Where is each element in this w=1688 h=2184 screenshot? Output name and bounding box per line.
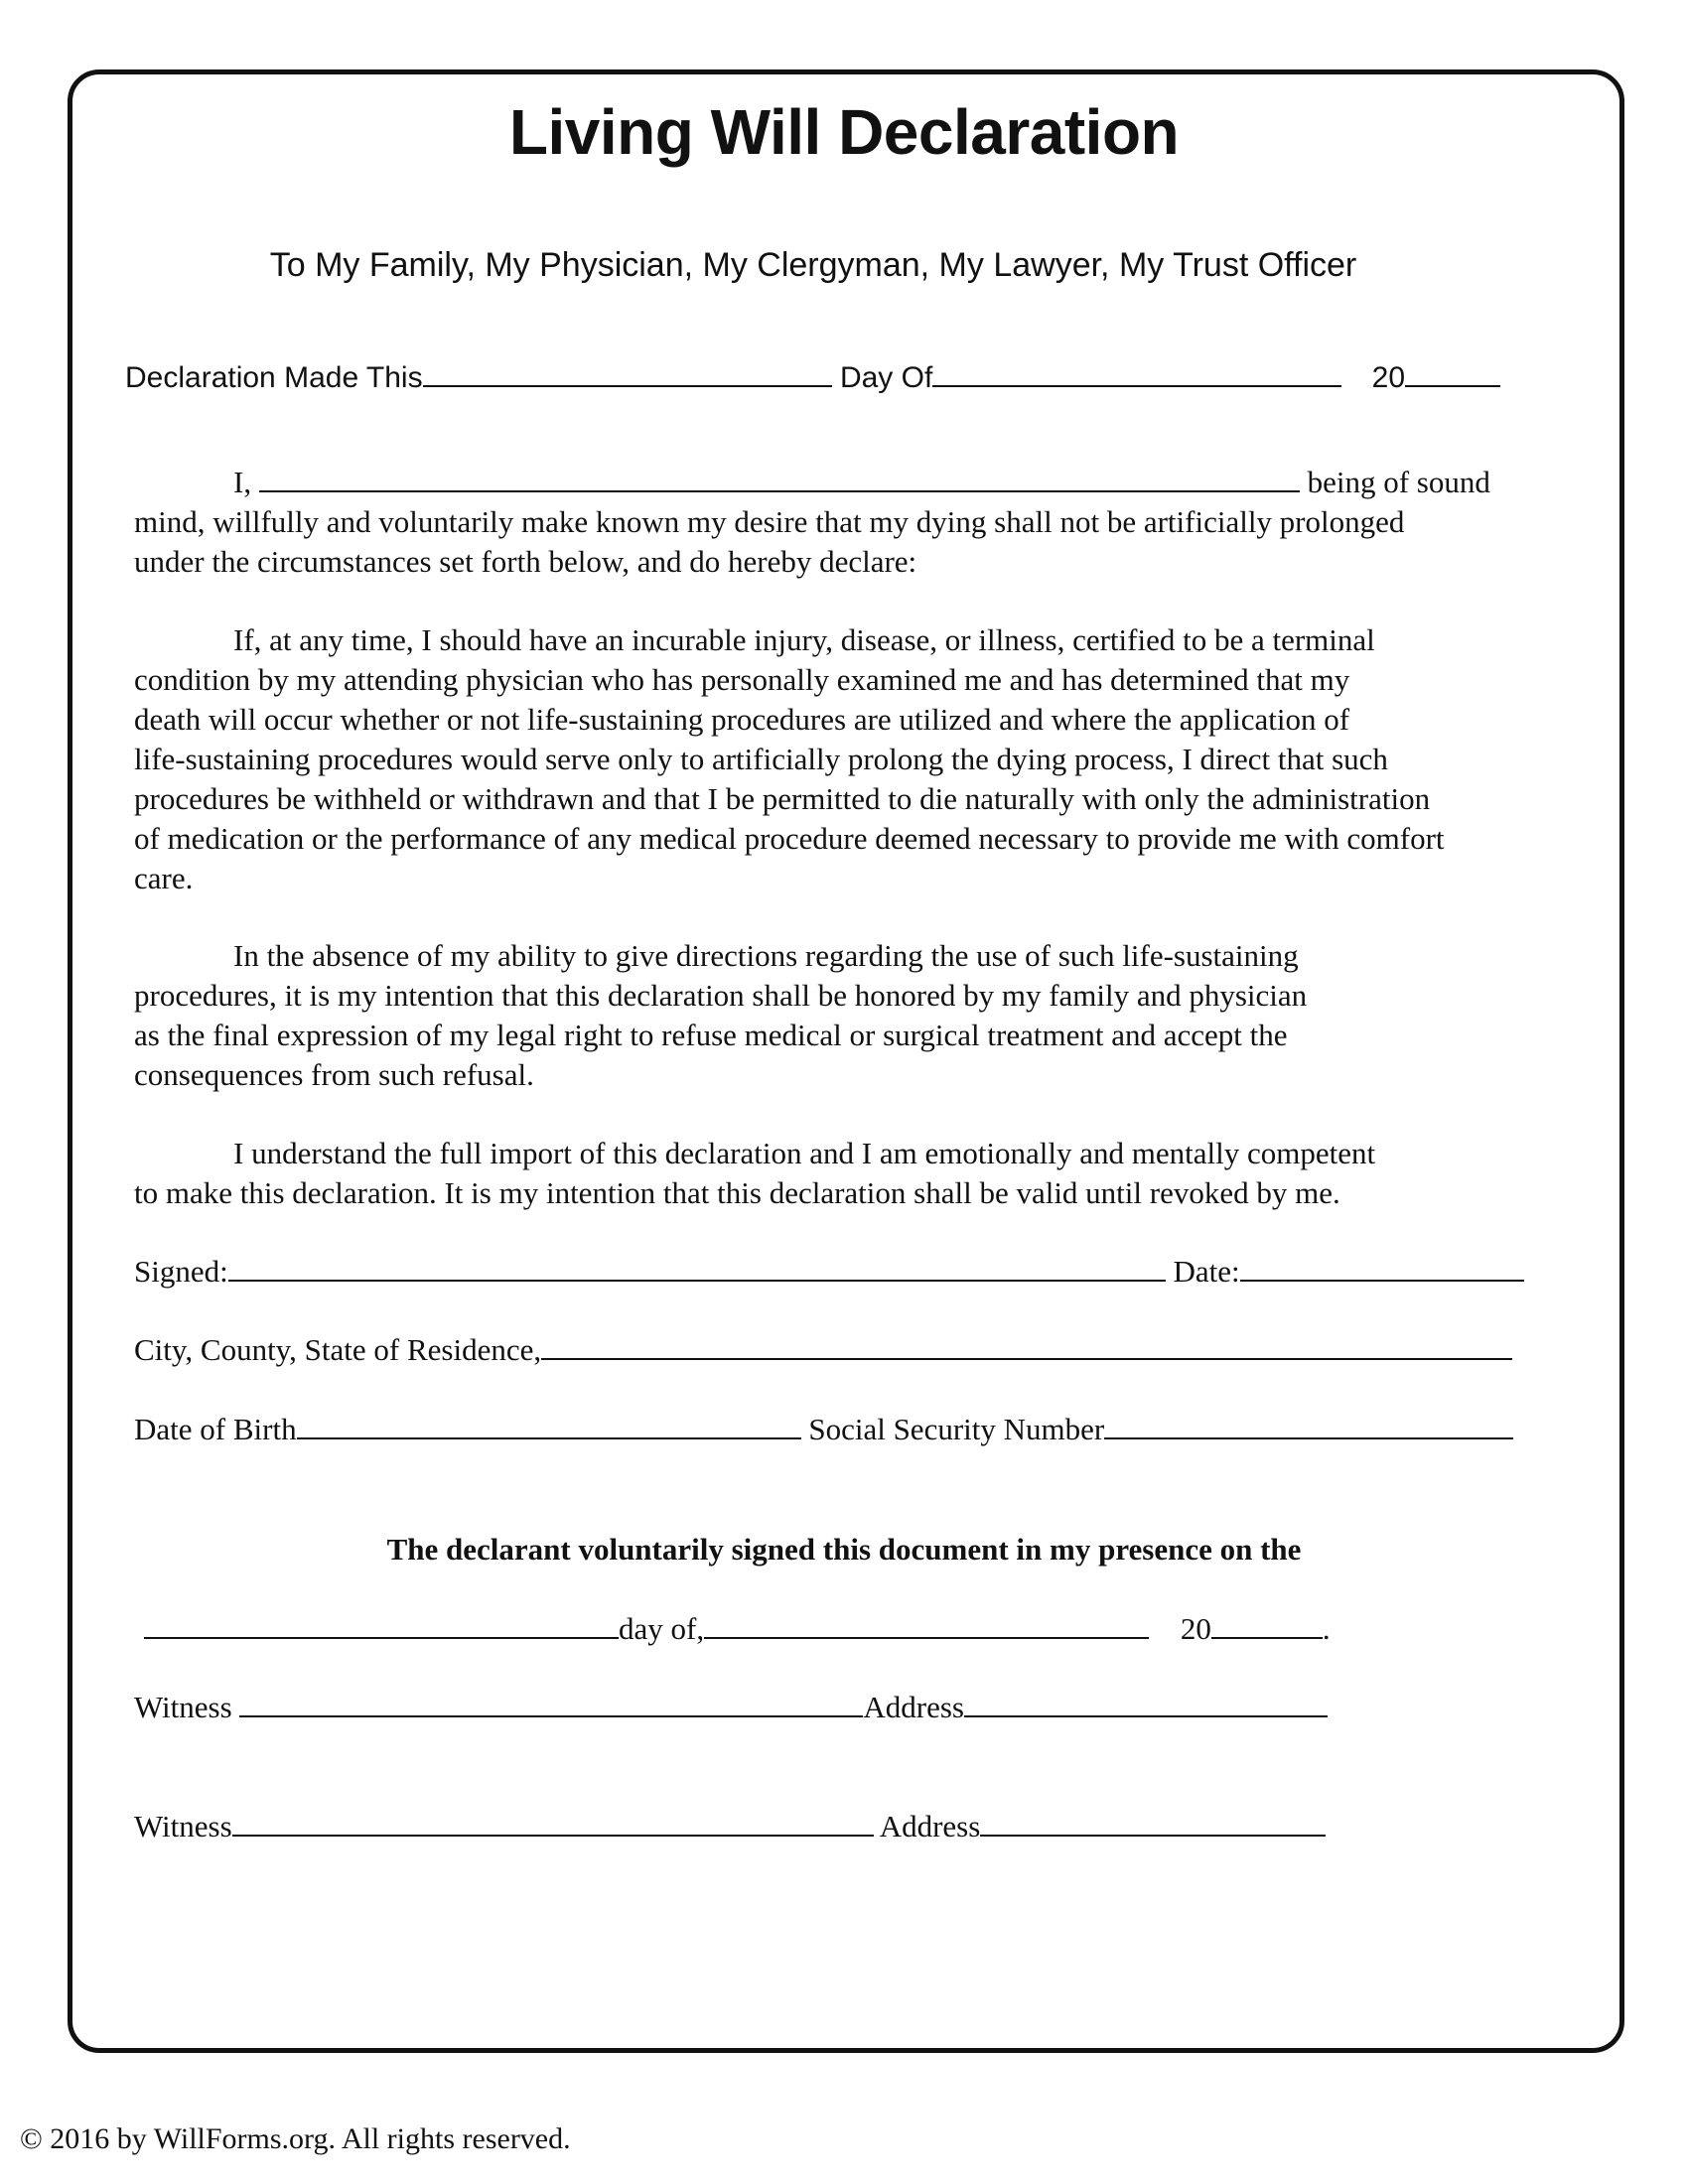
paragraph-line: death will occur whether or not life-sustaining procedures are utilized and where the application of [134, 702, 1350, 737]
ssn-field[interactable] [1104, 1436, 1513, 1439]
paragraph-line: of medication or the performance of any medical procedure deemed necessary to provide me with comfort [134, 821, 1445, 856]
intro-line: under the circumstances set forth below, and do hereby declare: [134, 544, 917, 579]
residence-row [134, 1332, 1512, 1368]
page-subtitle: To My Family, My Physician, My Clergyman, My Lawyer, My Trust Officer [269, 246, 1357, 284]
date-field[interactable] [1240, 1279, 1524, 1282]
witness2-signature-field[interactable] [232, 1834, 874, 1837]
date-label: Date: [1173, 1254, 1240, 1289]
witness-heading: The declarant voluntarily signed this document in my presence on the [386, 1532, 1302, 1567]
witness1-label: Witness [134, 1690, 232, 1724]
paragraph-line: to make this declaration. It is my intention that this declaration shall be valid until revoked by me. [134, 1175, 1340, 1210]
witness1-signature-field[interactable] [239, 1714, 863, 1717]
witness-date-row [144, 1611, 1331, 1647]
address2-label: Address [879, 1809, 981, 1843]
residence-label: City, County, State of Residence, [134, 1332, 542, 1367]
paragraph-line: procedures, it is my intention that this declaration shall be honored by my family and physician [134, 978, 1308, 1013]
paragraph-line: condition by my attending physician who has personally examined me and has determined that my [134, 662, 1350, 697]
intro-i-label: I, [233, 465, 252, 499]
paragraph-line: care. [134, 861, 194, 895]
year-period: . [1322, 1611, 1331, 1646]
residence-field[interactable] [541, 1357, 1512, 1360]
copyright-notice: © 2016 by WillForms.org. All rights reserved. [20, 2122, 571, 2155]
absence-paragraph [134, 936, 1554, 1095]
address1-field[interactable] [964, 1714, 1328, 1717]
signed-row [134, 1254, 1524, 1290]
dob-ssn-row [134, 1412, 1513, 1447]
ssn-label: Social Security Number [808, 1412, 1105, 1446]
witness-month-field[interactable] [704, 1636, 1149, 1639]
intro-paragraph [134, 463, 1554, 582]
declaration-made-label: Declaration Made This [125, 361, 423, 394]
witness-year-field[interactable] [1211, 1636, 1323, 1639]
address1-label: Address [863, 1690, 964, 1724]
paragraph-line: life-sustaining procedures would serve only to artificially prolong the dying process, I direct that such [134, 742, 1388, 776]
address2-field[interactable] [980, 1834, 1326, 1837]
paragraph-line: as the final expression of my legal right to refuse medical or surgical treatment and accept the [134, 1018, 1288, 1052]
witness2-row [134, 1809, 1326, 1844]
paragraph-line: In the absence of my ability to give directions regarding the use of such life-sustaining [233, 938, 1299, 973]
paragraph-line: I understand the full import of this declaration and I am emotionally and mentally competent [233, 1136, 1376, 1170]
intro-line: mind, willfully and voluntarily make known my desire that my dying shall not be artificially prolonged [134, 504, 1405, 539]
paragraph-line: procedures be withheld or withdrawn and that I be permitted to die naturally with only the administration [134, 781, 1431, 816]
declaration-year-field[interactable] [1405, 384, 1500, 387]
dob-field[interactable] [297, 1436, 801, 1439]
witness-year-label: 20 [1180, 1611, 1211, 1646]
day-of-label: Day Of [839, 361, 933, 394]
signed-label: Signed: [134, 1254, 228, 1289]
declarant-name-field[interactable] [259, 489, 1300, 492]
declaration-year-label: 20 [1371, 361, 1406, 394]
signature-field[interactable] [228, 1279, 1166, 1282]
declaration-day-field[interactable] [423, 384, 832, 387]
day-of-label: day of, [619, 1611, 705, 1646]
paragraph-line: consequences from such refusal. [134, 1057, 534, 1092]
paragraph-line: If, at any time, I should have an incurable injury, disease, or illness, certified to be a terminal [233, 622, 1375, 657]
page-title: Living Will Declaration [508, 96, 1180, 168]
declaration-made-row [125, 361, 1500, 395]
witness-day-field[interactable] [144, 1636, 619, 1639]
intro-sound-label: being of sound [1307, 465, 1490, 499]
terminal-condition-paragraph [134, 620, 1554, 898]
witness2-label: Witness [134, 1809, 232, 1843]
witness1-row [134, 1690, 1328, 1725]
understanding-paragraph [134, 1134, 1554, 1213]
declaration-month-field[interactable] [932, 384, 1341, 387]
dob-label: Date of Birth [134, 1412, 297, 1446]
